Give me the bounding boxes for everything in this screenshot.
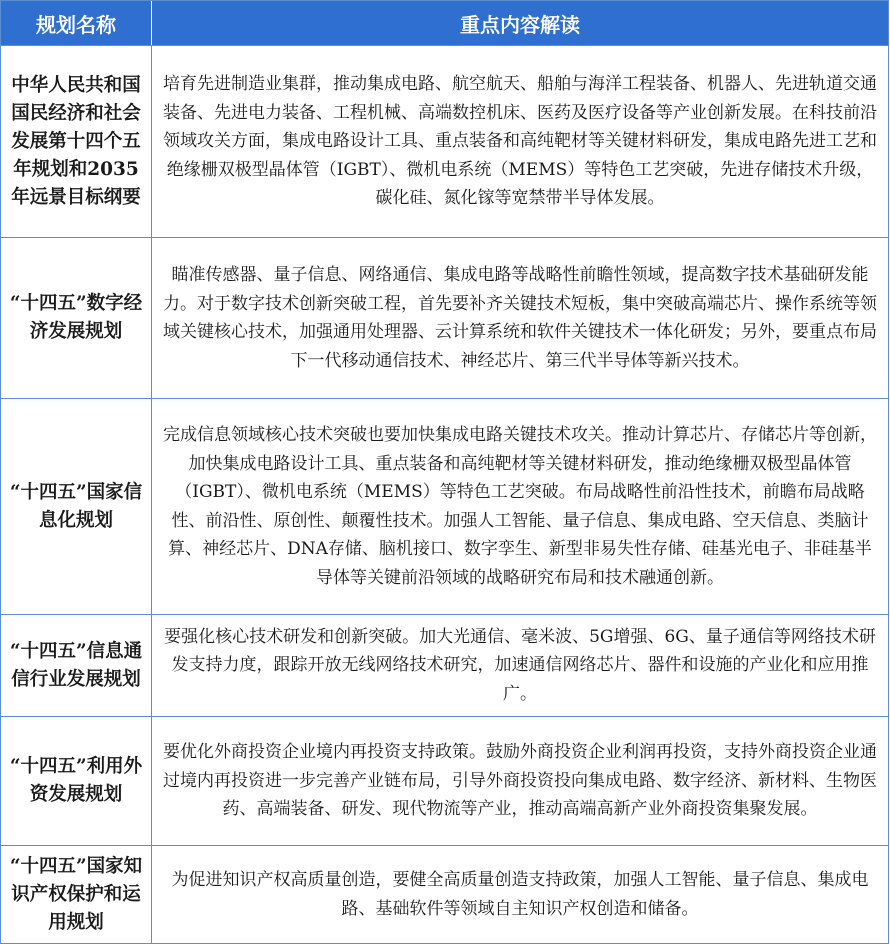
table-row (1, 717, 889, 846)
key-content-cell: 培育先进制造业集群，推动集成电路、航空航天、船舶与海洋工程装备、机器人、先进轨道交通装备、先进电力装备、工程机械、高端数控机床、医药及医疗设备等产业创新发展。在科技前沿领域攻关方面，集成电路设计工具、重点装备和高纯靶材等关键材料研发，集成电路先进工艺和绝缘栅双极型晶体管（IGBT）、微机电系统（MEMS）等特色工艺突破，先进存储技术升级，碳化硅、氮化镓等宽禁带半导体发展。 (152, 46, 889, 237)
plan-name-cell: 中华人民共和国国民经济和社会发展第十四个五年规划和2035年远景目标纲要 (1, 46, 152, 237)
plan-name-cell: “十四五”信息通信行业发展规划 (1, 615, 152, 716)
table-row (1, 846, 889, 944)
table-row (1, 46, 889, 238)
key-content-cell: 完成信息领域核心技术突破也要加快集成电路关键技术攻关。推动计算芯片、存储芯片等创新，加快集成电路设计工具、重点装备和高纯靶材等关键材料研发，推动绝缘栅双极型晶体管（IGBT）、微机电系统（MEMS）等特色工艺突破。布局战略性前沿性技术，前瞻布局战略性、前沿性、原创性、颠覆性技术。加强人工智能、量子信息、集成电路、空天信息、类脑计算、神经芯片、DNA存储、脑机接口、数字孪生、新型非易失性存储、硅基光电子、非硅基半导体等关键前沿领域的战略研究布局和技术融通创新。 (152, 399, 889, 614)
plan-name-cell: “十四五”数字经济发展规划 (1, 238, 152, 398)
plan-name-cell: “十四五”国家信息化规划 (1, 399, 152, 614)
plan-name-cell: “十四五”利用外资发展规划 (1, 717, 152, 845)
header-key-content: 重点内容解读 (152, 1, 889, 45)
key-content-cell: 要优化外商投资企业境内再投资支持政策。鼓励外商投资企业利润再投资，支持外商投资企业通过境内再投资进一步完善产业链布局，引导外商投资投向集成电路、数字经济、新材料、生物医药、高端装备、研发、现代物流等产业，推动高端高新产业外商投资集聚发展。 (152, 717, 889, 845)
table-row (1, 238, 889, 399)
table-row (1, 615, 889, 717)
key-content-cell: 要强化核心技术研发和创新突破。加大光通信、毫米波、5G增强、6G、量子通信等网络技术研发支持力度，跟踪开放无线网络技术研究，加速通信网络芯片、器件和设施的产业化和应用推广。 (152, 615, 889, 716)
plan-name-cell: “十四五”国家知识产权保护和运用规划 (1, 846, 152, 943)
key-content-cell: 瞄准传感器、量子信息、网络通信、集成电路等战略性前瞻性领域，提高数字技术基础研发能力。对于数字技术创新突破工程，首先要补齐关键技术短板，集中突破高端芯片、操作系统等领域关键核心技术，加强通用处理器、云计算系统和软件关键技术一体化研发；另外，要重点布局下一代移动通信技术、神经芯片、第三代半导体等新兴技术。 (152, 238, 889, 398)
key-content-cell: 为促进知识产权高质量创造，要健全高质量创造支持政策，加强人工智能、量子信息、集成电路、基础软件等领域自主知识产权创造和储备。 (152, 846, 889, 943)
table-row (1, 399, 889, 615)
table-header-row (1, 1, 889, 46)
header-plan-name: 规划名称 (1, 1, 152, 45)
